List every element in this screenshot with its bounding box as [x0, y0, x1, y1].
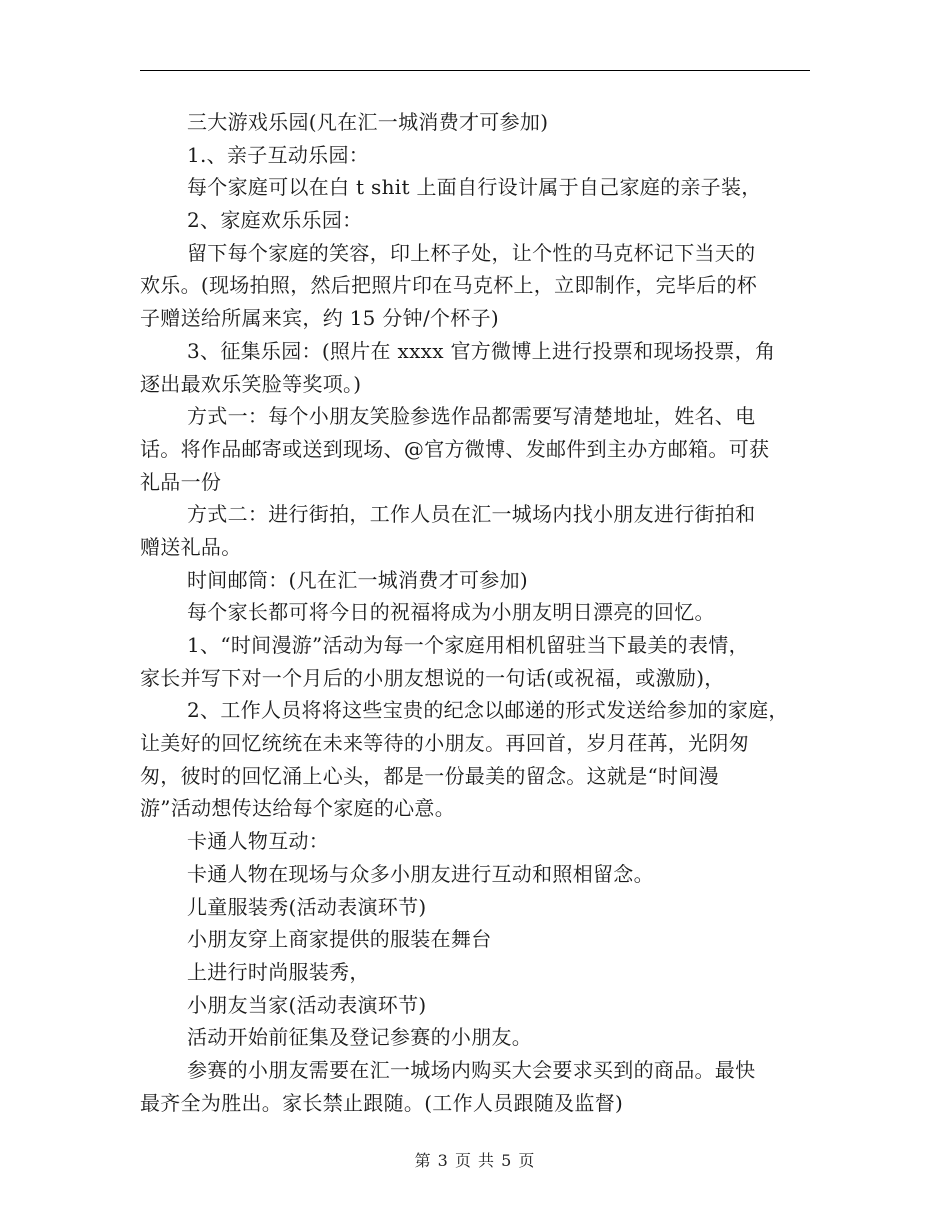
text-line: 卡通人物在现场与众多小朋友进行互动和照相留念。 [187, 861, 654, 886]
text-line: 1.、亲子互动乐园： [187, 142, 370, 167]
text-line: 赠送礼品。 [140, 534, 242, 559]
text-line: 让美好的回忆统统在未来等待的小朋友。再回首，岁月荏苒，光阴匆 [140, 731, 749, 756]
text-line: 话。将作品邮寄或送到现场、@官方微博、发邮件到主办方邮箱。可获 [140, 436, 770, 461]
text-line: 最齐全为胜出。家长禁止跟随。(工作人员跟随及监督) [140, 1090, 624, 1115]
text-line: 方式一：每个小朋友笑脸参选作品都需要写清楚地址，姓名、电 [187, 404, 756, 429]
text-line: 小朋友穿上商家提供的服装在舞台 [187, 927, 492, 952]
text-line: 家长并写下对一个月后的小朋友想说的一句话(或祝福，或激励)， [140, 665, 725, 690]
text-line: 留下每个家庭的笑容，印上杯子处，让个性的马克杯记下当天的 [187, 240, 756, 265]
text-line: 三大游戏乐园(凡在汇一城消费才可参加) [187, 110, 549, 134]
text-line: 时间邮筒：(凡在汇一城消费才可参加) [187, 567, 529, 592]
text-line: 方式二：进行街拍，工作人员在汇一城场内找小朋友进行街拍和 [187, 502, 756, 527]
text-line: 欢乐。(现场拍照，然后把照片印在马克杯上，立即制作，完毕后的杯 [140, 273, 758, 298]
document-body [140, 106, 810, 1119]
text-line: 每个家庭可以在白 t shit 上面自行设计属于自己家庭的亲子装， [187, 175, 762, 200]
page-footer: 第 3 页 共 5 页 [414, 1151, 536, 1170]
header-rule [140, 70, 810, 71]
text-line: 逐出最欢乐笑脸等奖项。) [140, 371, 362, 396]
text-line: 礼品一份 [140, 469, 222, 494]
text-line: 小朋友当家(活动表演环节) [187, 992, 427, 1017]
text-line: 2、工作人员将将这些宝贵的纪念以邮递的形式发送给参加的家庭， [187, 698, 789, 723]
text-line: 子赠送给所属来宾，约 15 分钟/个杯子) [140, 306, 500, 331]
text-line: 游”活动想传达给每个家庭的心意。 [140, 796, 456, 821]
text-line: 参赛的小朋友需要在汇一城场内购买大会要求买到的商品。最快 [187, 1057, 756, 1082]
text-line: 每个家长都可将今日的祝福将成为小朋友明日漂亮的回忆。 [187, 600, 715, 625]
text-line: 2、家庭欢乐乐园： [187, 208, 363, 233]
text-line: 上进行时尚服装秀， [187, 959, 370, 984]
text-line: 活动开始前征集及登记参赛的小朋友。 [187, 1025, 533, 1050]
text-line: 卡通人物互动： [187, 829, 330, 854]
text-line: 3、征集乐园：(照片在 xxxx 官方微博上进行投票和现场投票，角 [187, 338, 776, 363]
text-line: 1、“时间漫游”活动为每一个家庭用相机留驻当下最美的表情， [187, 633, 749, 657]
text-line: 儿童服装秀(活动表演环节) [187, 894, 427, 919]
text-line: 匆，彼时的回忆涌上心头，都是一份最美的留念。这就是“时间漫 [140, 763, 719, 788]
